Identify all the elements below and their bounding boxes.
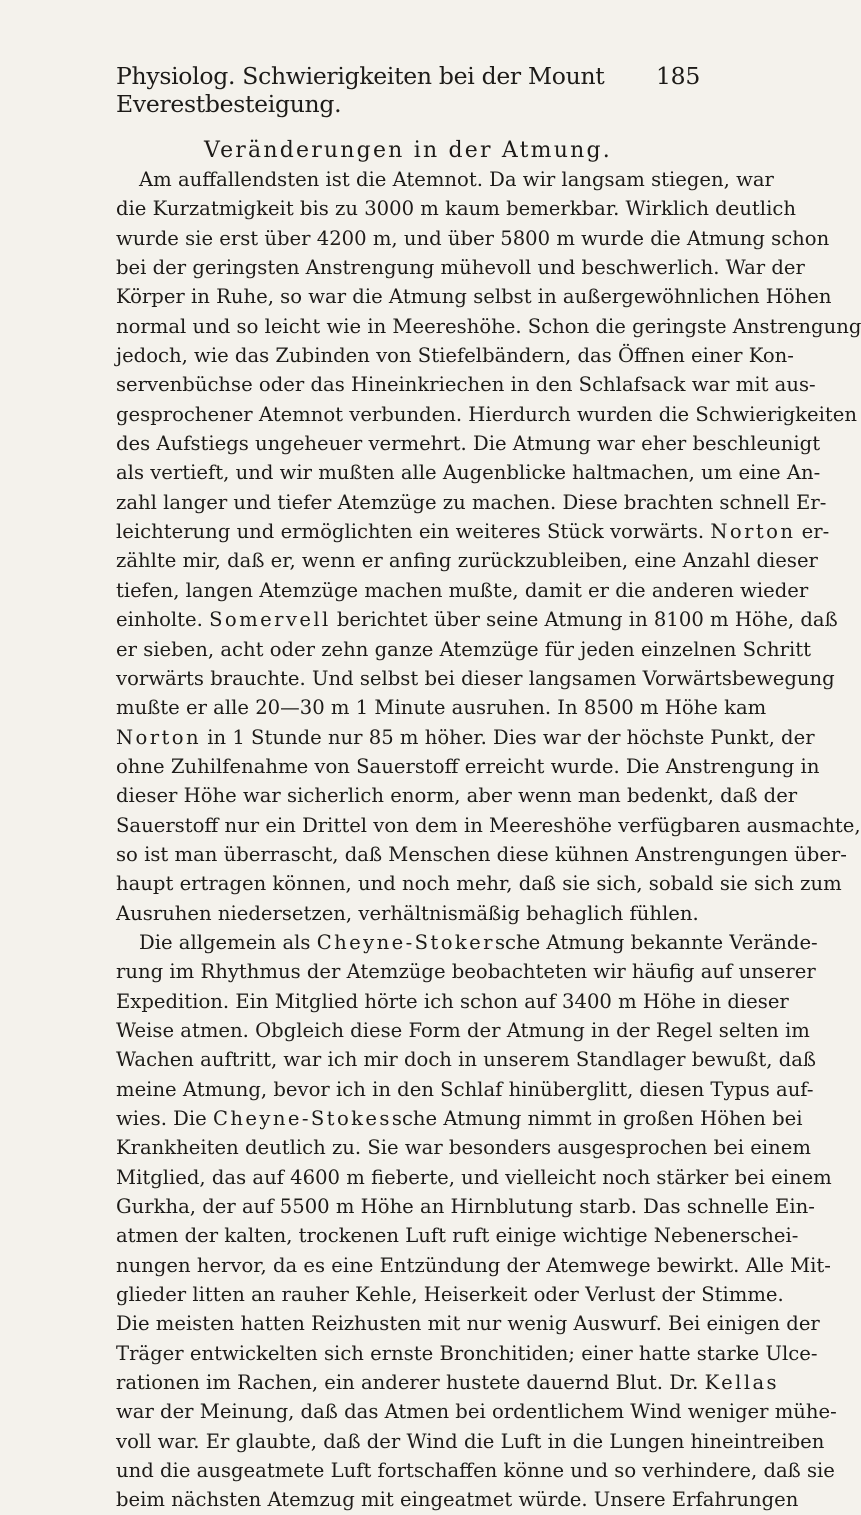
text-line bbox=[116, 429, 821, 458]
person-name: Kellas bbox=[704, 1371, 780, 1395]
text-run: Sauerstoff nur ein Drittel von dem in Meereshöhe verfügbaren ausmachte, bbox=[116, 813, 861, 837]
text-run: leichterung und ermöglichten ein weiteres Stück vorwärts. bbox=[116, 520, 711, 544]
text-run: bei der geringsten Anstrengung mühevoll und beschwerlich. War der bbox=[116, 256, 805, 280]
text-line bbox=[116, 576, 809, 605]
text-line bbox=[116, 928, 818, 957]
text-run: glieder litten an rauher Kehle, Heiserkeit oder Verlust der Stimme. bbox=[116, 1283, 784, 1307]
text-run: jedoch, wie das Zubinden von Stiefelbändern, das Öffnen einer Kon- bbox=[116, 344, 794, 368]
text-run: normal und so leicht wie in Meereshöhe. Schon die geringste Anstrengung bbox=[116, 314, 861, 338]
text-run: beim nächsten Atemzug mit eingeatmet würde. Unsere Erfahrungen bbox=[116, 1488, 799, 1512]
text-line bbox=[116, 840, 847, 869]
text-run: die Kurzatmigkeit bis zu 3000 m kaum bemerkbar. Wirklich deutlich bbox=[116, 197, 796, 221]
text-run: sche Atmung bekannte Verände- bbox=[494, 930, 818, 954]
text-run: meine Atmung, bevor ich in den Schlaf hinüberglitt, diesen Typus auf- bbox=[116, 1077, 814, 1101]
text-line bbox=[116, 224, 830, 253]
text-line bbox=[116, 165, 774, 194]
text-line bbox=[116, 693, 767, 722]
text-line bbox=[116, 1456, 835, 1485]
text-run: nungen hervor, da es eine Entzündung der Atemwege bewirkt. Alle Mit- bbox=[116, 1253, 831, 1277]
text-run: Am auffallendsten ist die Atemnot. Da wir langsam stiegen, war bbox=[139, 168, 774, 191]
text-line bbox=[116, 341, 794, 370]
text-run: und die ausgeatmete Luft fortschaffen könne und so verhindere, daß sie bbox=[116, 1459, 835, 1483]
text-line bbox=[116, 312, 861, 341]
text-run: tiefen, langen Atemzüge machen mußte, damit er die anderen wieder bbox=[116, 578, 809, 602]
text-line bbox=[116, 546, 818, 575]
text-line bbox=[116, 752, 820, 781]
text-line bbox=[116, 1221, 799, 1250]
text-run: rung im Rhythmus der Atemzüge beobachteten wir häufig auf unserer bbox=[116, 960, 816, 984]
body-text bbox=[116, 165, 861, 1515]
text-line bbox=[116, 1397, 837, 1426]
text-run: wurde sie erst über 4200 m, und über 5800 m wurde die Atmung schon bbox=[116, 226, 830, 250]
text-run: voll war. Er glaubte, daß der Wind die Luft in die Lungen hineintreiben bbox=[116, 1429, 825, 1453]
person-name: Norton bbox=[116, 725, 201, 749]
person-name: Cheyne-Stokes bbox=[212, 1107, 392, 1130]
text-run: Gurkha, der auf 5500 m Höhe an Hirnblutung starb. Das schnelle Ein- bbox=[116, 1195, 815, 1219]
text-run: Ausruhen niedersetzen, verhältnismäßig behaglich fühlen. bbox=[116, 901, 699, 925]
text-run: einholte. bbox=[116, 608, 210, 632]
text-line bbox=[116, 1485, 799, 1514]
text-line bbox=[116, 635, 812, 664]
text-run: Wachen auftritt, war ich mir doch in unserem Standlager bewußt, daß bbox=[116, 1048, 817, 1072]
text-line bbox=[116, 488, 827, 517]
text-run: vorwärts brauchte. Und selbst bei dieser langsamen Vorwärtsbewegung bbox=[116, 666, 835, 690]
text-run: in 1 Stunde nur 85 m höher. Dies war der höchste Punkt, der bbox=[201, 725, 815, 749]
text-run: zahl langer und tiefer Atemzüge zu machen. Diese brachten schnell Er- bbox=[116, 490, 827, 514]
text-run: als vertieft, und wir mußten alle Augenblicke haltmachen, um eine An- bbox=[116, 461, 821, 485]
text-line bbox=[116, 1163, 832, 1192]
person-name: Cheyne-Stoker bbox=[316, 930, 495, 954]
text-run: Krankheiten deutlich zu. Sie war besonders ausgesprochen bei einem bbox=[116, 1136, 811, 1160]
text-run: sche Atmung nimmt in großen Höhen bei bbox=[391, 1107, 803, 1130]
text-line bbox=[116, 1016, 810, 1045]
person-name: Norton bbox=[710, 520, 796, 544]
text-line bbox=[116, 1339, 818, 1368]
text-line bbox=[116, 1075, 814, 1104]
text-line bbox=[116, 1280, 784, 1309]
text-run: rationen im Rachen, ein anderer hustete dauernd Blut. Dr. bbox=[116, 1371, 705, 1395]
text-line bbox=[116, 899, 700, 928]
text-run: Die meisten hatten Reizhusten mit nur wenig Auswurf. Bei einigen der bbox=[116, 1312, 820, 1336]
text-run: mußte er alle 20—30 m 1 Minute ausruhen. In 8500 m Höhe kam bbox=[116, 696, 767, 720]
text-run: wies. Die bbox=[116, 1107, 213, 1130]
text-line bbox=[116, 194, 796, 223]
text-line bbox=[116, 869, 842, 898]
text-run: Mitglied, das auf 4600 m fieberte, und vielleicht noch stärker bei einem bbox=[116, 1165, 832, 1189]
text-line bbox=[116, 370, 816, 399]
text-line bbox=[116, 282, 832, 311]
text-line bbox=[116, 1251, 831, 1280]
text-run: Die allgemein als bbox=[139, 930, 317, 954]
text-line bbox=[116, 605, 838, 634]
text-line bbox=[116, 1104, 803, 1133]
text-run: haupt ertragen können, und noch mehr, daß sie sich, sobald sie sich zum bbox=[116, 872, 842, 896]
text-line bbox=[116, 1309, 820, 1338]
text-run: war der Meinung, daß das Atmen bei ordentlichem Wind weniger mühe- bbox=[116, 1400, 837, 1424]
text-line bbox=[116, 1133, 811, 1162]
text-line bbox=[116, 1045, 817, 1074]
text-run: berichtet über seine Atmung in 8100 m Höhe, daß bbox=[330, 608, 838, 632]
text-line bbox=[116, 664, 835, 693]
text-run: gesprochener Atemnot verbunden. Hierdurch wurden die Schwierigkeiten bbox=[116, 402, 857, 426]
text-run: er sieben, acht oder zehn ganze Atemzüge für jeden einzelnen Schritt bbox=[116, 637, 812, 661]
text-line bbox=[116, 987, 789, 1016]
text-run: so ist man überrascht, daß Menschen diese kühnen Anstrengungen über- bbox=[116, 842, 847, 866]
text-line bbox=[116, 781, 798, 810]
text-line bbox=[116, 957, 816, 986]
text-line bbox=[116, 253, 805, 282]
text-run: Träger entwickelten sich ernste Bronchitiden; einer hatte starke Ulce- bbox=[116, 1341, 818, 1365]
text-line bbox=[116, 1368, 780, 1397]
text-run: ohne Zuhilfenahme von Sauerstoff erreicht wurde. Die Anstrengung in bbox=[116, 754, 820, 778]
text-line bbox=[116, 723, 815, 752]
text-line bbox=[116, 458, 821, 487]
person-name: Somervell bbox=[209, 608, 331, 632]
section-title: Veränderungen in der Atmung. bbox=[204, 138, 612, 163]
text-line bbox=[116, 517, 830, 546]
text-line bbox=[116, 811, 861, 840]
text-line bbox=[116, 1427, 825, 1456]
running-header bbox=[116, 62, 700, 118]
text-run: er- bbox=[795, 520, 830, 544]
running-title: Physiolog. Schwierigkeiten bei der Mount Everestbesteigung. bbox=[116, 62, 605, 118]
text-run: dieser Höhe war sicherlich enorm, aber wenn man bedenkt, daß der bbox=[116, 784, 798, 808]
text-run: des Aufstiegs ungeheuer vermehrt. Die Atmung war eher beschleunigt bbox=[116, 432, 821, 456]
text-run: atmen der kalten, trockenen Luft ruft einige wichtige Nebenerschei- bbox=[116, 1224, 799, 1248]
text-run: Expedition. Ein Mitglied hörte ich schon auf 3400 m Höhe in dieser bbox=[116, 989, 789, 1013]
text-line bbox=[116, 1192, 815, 1221]
page-number: 185 bbox=[656, 62, 700, 90]
text-run: Körper in Ruhe, so war die Atmung selbst in außergewöhnlichen Höhen bbox=[116, 285, 832, 309]
text-line bbox=[116, 400, 857, 429]
text-run: zählte mir, daß er, wenn er anfing zurückzubleiben, eine Anzahl dieser bbox=[116, 549, 818, 573]
text-run: servenbüchse oder das Hineinkriechen in den Schlafsack war mit aus- bbox=[116, 373, 816, 397]
text-run: Weise atmen. Obgleich diese Form der Atmung in der Regel selten im bbox=[116, 1018, 810, 1042]
